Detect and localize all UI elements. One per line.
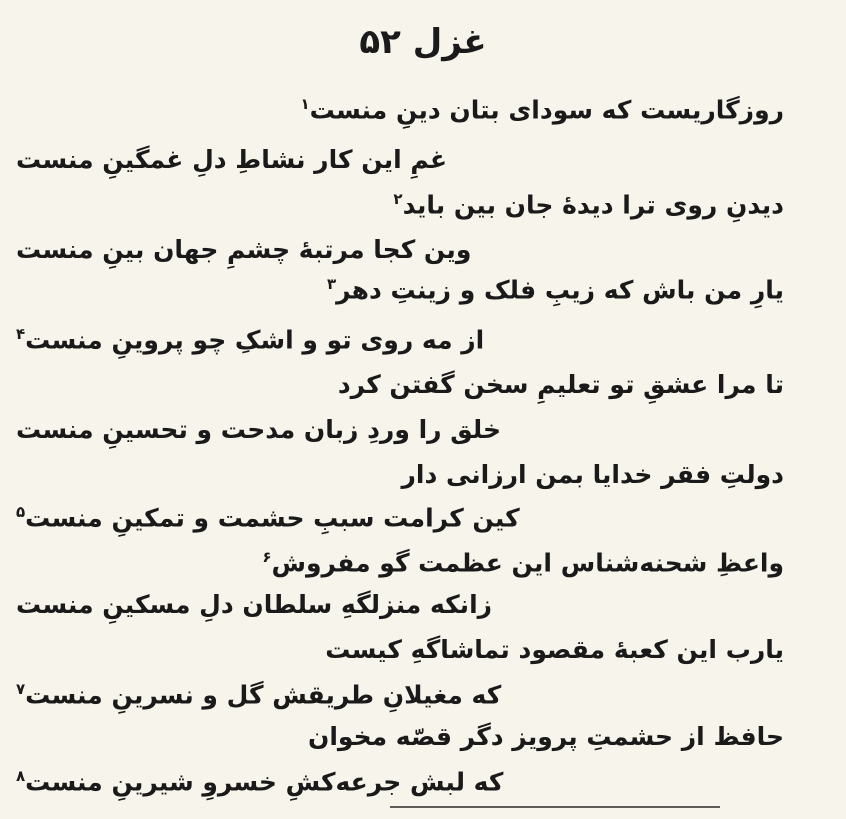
hemistich-3-second [16,325,484,354]
hemistich-7-first [325,635,784,664]
footnote-marker: ۳ [326,275,337,293]
hemistich-text: روزگاریست که سودای بتان دینِ منست [309,95,784,125]
footnote-marker: ۸ [16,767,26,785]
hemistich-text: خلق را وردِ زبان مدحت و تحسینِ منست [16,415,501,444]
hemistich-5-second [16,503,520,532]
hemistich-3-first [327,275,784,304]
hemistich-text: واعظِ شحنه‌شناس این عظمت گو مفروش [271,548,784,578]
footnote-marker: ۱ [300,95,310,113]
hemistich-text: که لبش جرعه‌کشِ خسروِ شیرینِ منست [25,767,504,797]
hemistich-1-second [16,145,447,174]
hemistich-text: یارب این کعبهٔ مقصود تماشاگهِ کیست [325,635,784,664]
footnote-marker: ۴ [16,325,26,343]
footnote-marker: ۵ [16,503,26,521]
hemistich-4-second [16,415,501,444]
hemistich-6-first [262,548,784,577]
hemistich-1-first [301,95,785,124]
page-title: غزل ۵۲ [359,22,487,62]
hemistich-2-second [16,235,471,264]
footnote-marker: ۶ [262,548,272,566]
hemistich-text: تا مرا عشقِ تو تعلیمِ سخن گفتن کرد [337,370,784,399]
hemistich-8-second [16,767,503,796]
hemistich-text: دیدنِ روی ترا دیدهٔ جان بین باید [402,190,784,220]
hemistich-text: وین کجا مرتبهٔ چشمِ جهان بینِ منست [16,235,472,264]
hemistich-6-second [16,590,492,619]
hemistich-text: غمِ این کار نشاطِ دلِ غمگینِ منست [16,145,448,174]
hemistich-text: زانکه منزلگهِ سلطان دلِ مسکینِ منست [16,590,493,619]
hemistich-8-first [308,722,784,751]
hemistich-text: دولتِ فقر خدایا بمن ارزانی دار [401,460,784,489]
hemistich-2-first [393,190,784,219]
footnote-marker: ۲ [393,190,403,208]
hemistich-text: که مغیلانِ طریقش گل و نسرینِ منست [25,680,502,710]
hemistich-7-second [16,680,501,709]
hemistich-text: از مه روی تو و اشکِ چو پروینِ منست [25,325,485,355]
hemistich-text: یارِ من باش که زیبِ فلک و زینتِ دهر [336,275,784,305]
hemistich-5-first [402,460,785,489]
bottom-rule [390,806,720,808]
hemistich-text: حافظ از حشمتِ پرویز دگر قصّه مخوان [308,722,784,751]
hemistich-4-first [338,370,784,399]
hemistich-text: کین کرامت سببِ حشمت و تمکینِ منست [25,503,520,533]
footnote-marker: ۷ [16,680,26,698]
